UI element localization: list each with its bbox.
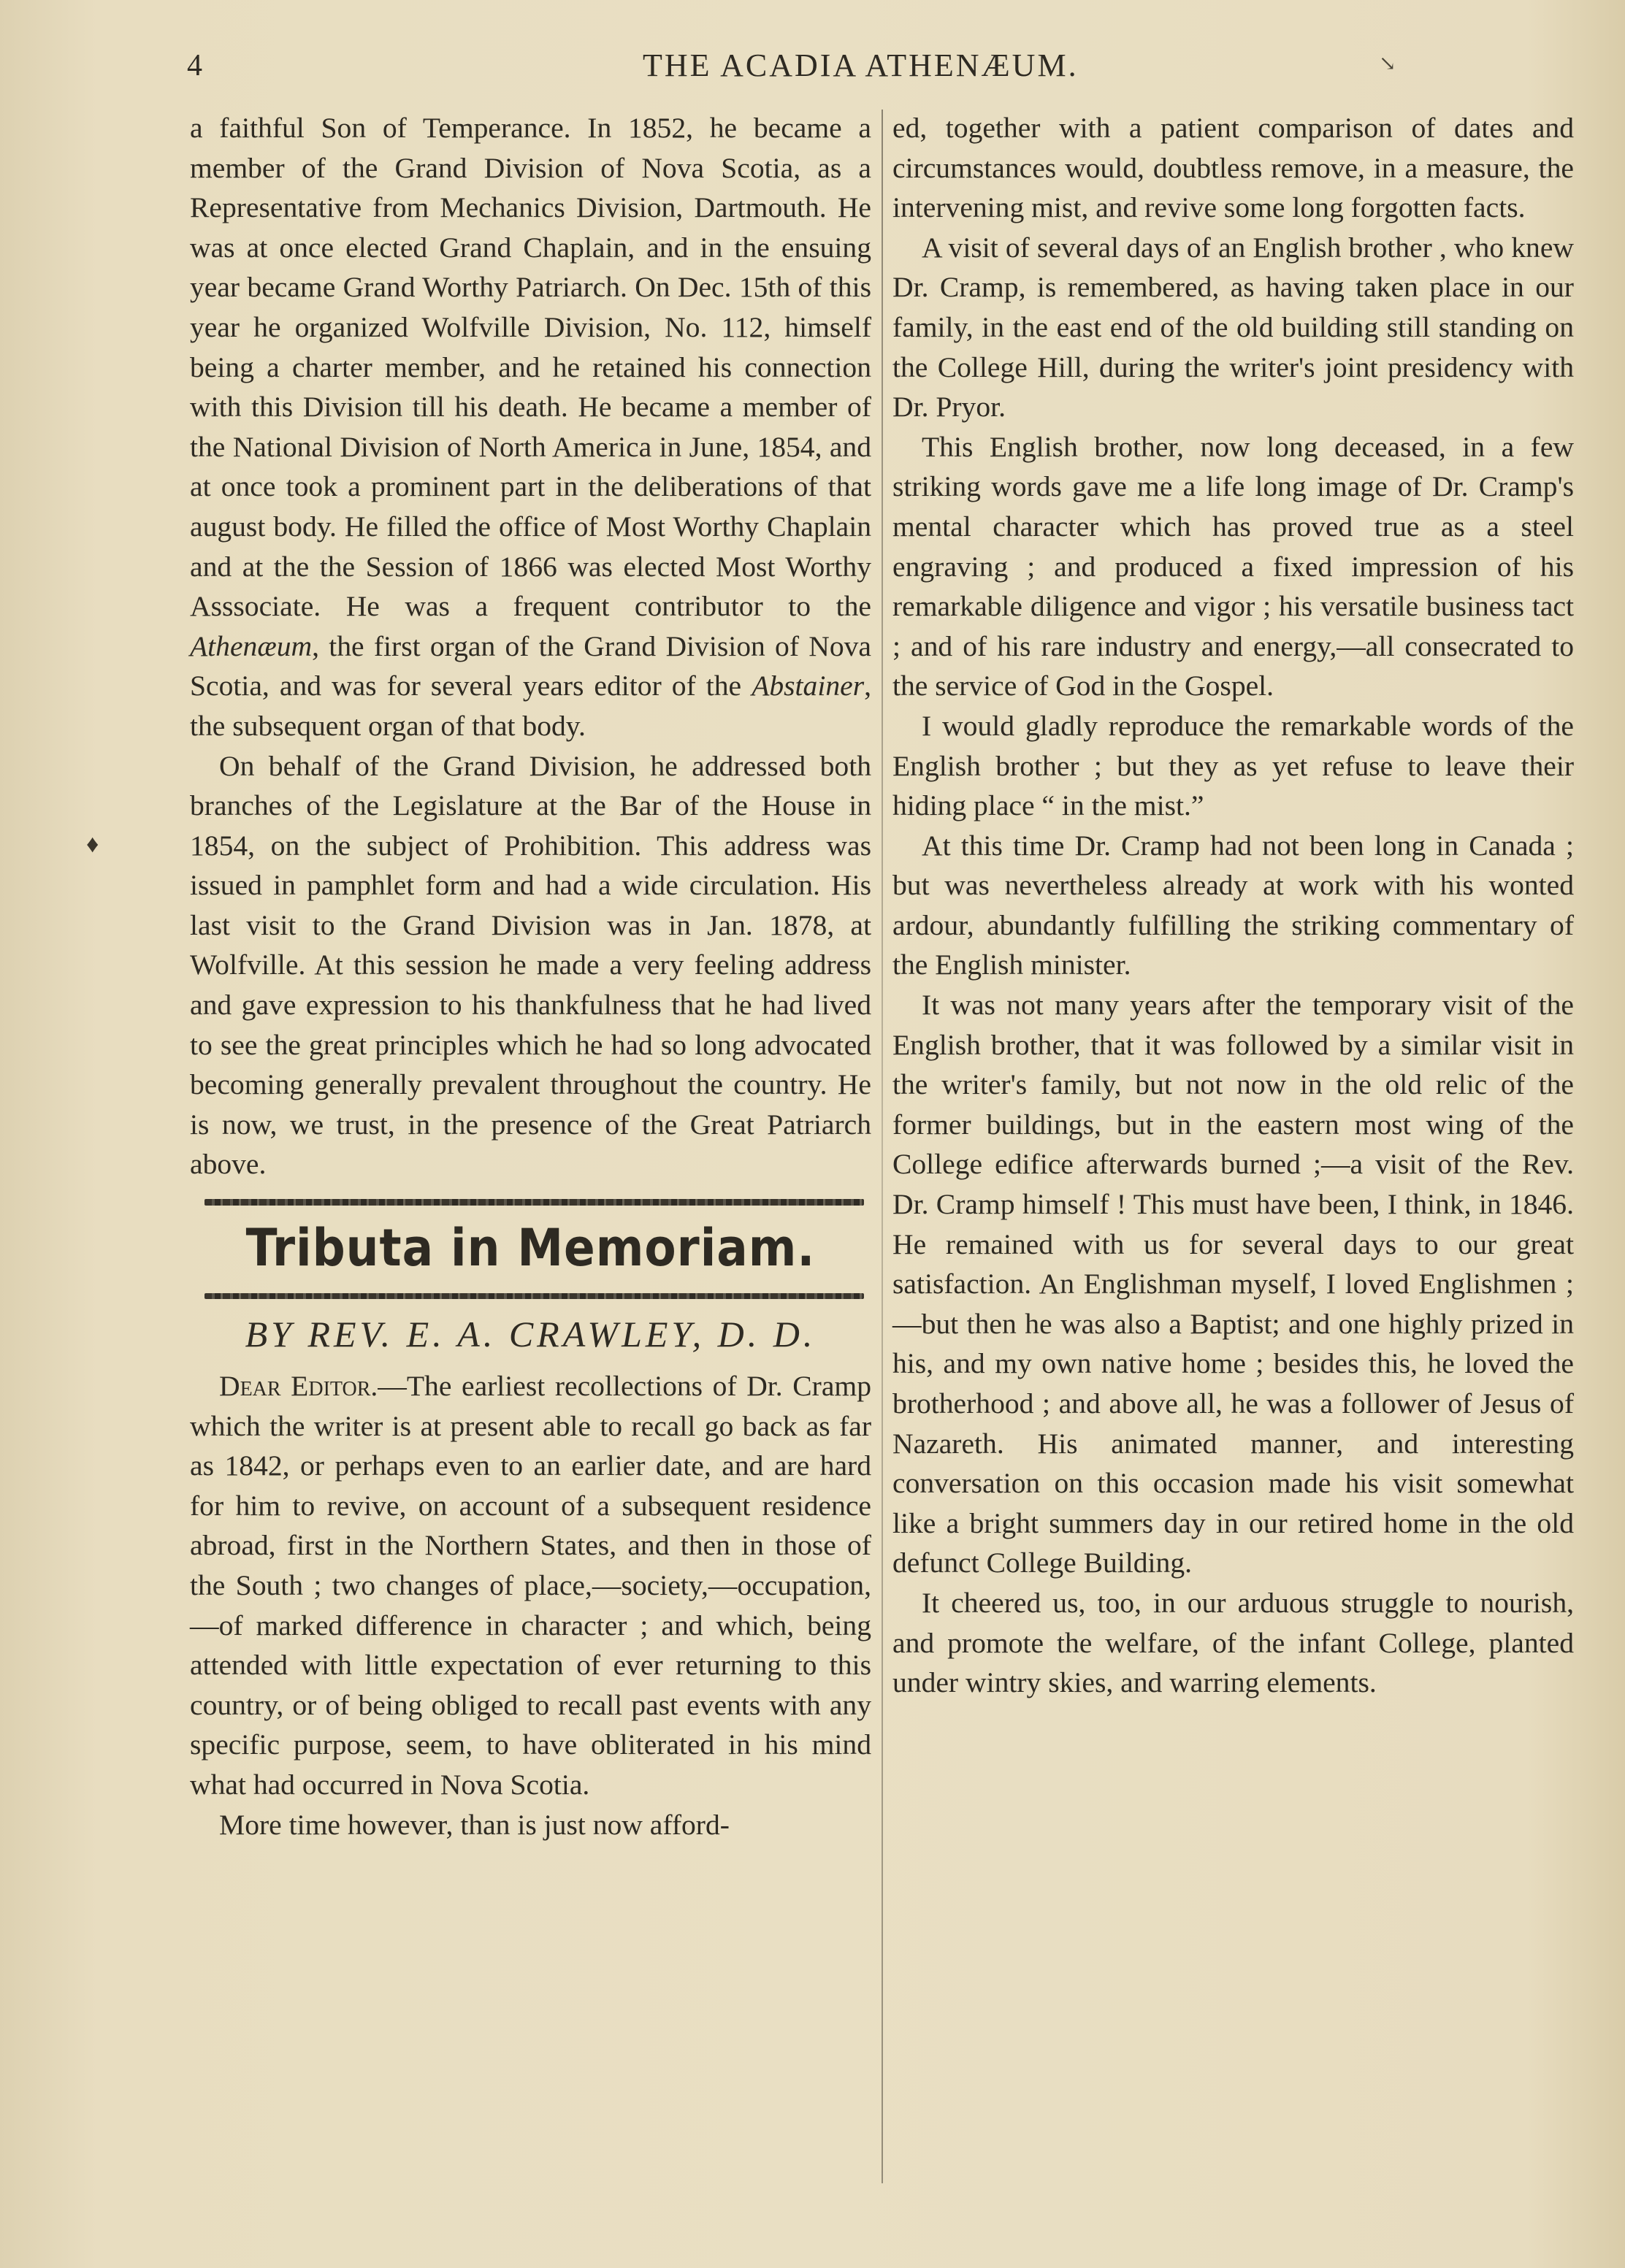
article-byline: BY REV. E. A. CRAWLEY, D. D.	[245, 1314, 817, 1355]
column-divider	[882, 110, 883, 2183]
page-number: 4	[187, 49, 202, 83]
left-paragraph-4: More time however, than is just now afford-	[219, 1808, 730, 1841]
left-column	[190, 108, 871, 1844]
right-paragraph-1: ed, together with a patient comparison of dates and circumstances would, doubtless remove, in a measure, the intervening mist, and revive some long forgotten facts.	[892, 112, 1574, 224]
journal-title: THE ACADIA ATHENÆUM.	[643, 47, 1079, 83]
right-paragraph-2: A visit of several days of an English brother , who knew Dr. Cramp, is remembered, as having taken place in our family, in the east end of the old building still standing on the College Hill, during the writer's joint presidency with Dr. Pryor.	[892, 231, 1574, 424]
left-paragraph-1: a faithful Son of Temperance. In 1852, he became a member of the Grand Division of Nova Scotia, as a Representative from Mechanics Division, Dartmouth. He was at once elected Grand Chaplain, and in the ensuing year became Grand Worthy Patriarch. On Dec. 15th of this year he organized Wolfville Division, No. 112, himself being a charter member, and he retained his connection with this Division till his death. He became a member of the National Division of North America in June, 1854, and at once took a prominent part in the deliberations of that august body. He filled the office of Most Worthy Chaplain and at the the Session of 1866 was elected Most Worthy Asssociate. He was a frequent contributor to the Athenæum, the first organ of the Grand Division of Nova Scotia, and was for several years editor of the Abstainer, the subsequent organ of that body.	[190, 112, 872, 742]
salutation: Dear Editor.—	[219, 1370, 407, 1403]
ink-blot-icon: ♦	[86, 831, 99, 858]
right-paragraph-5: At this time Dr. Cramp had not been long in Canada ; but was nevertheless already at work with his wonted ardour, abundantly fulfilling the striking commentary of the English minister.	[892, 829, 1574, 981]
ornamental-rule-bottom	[204, 1293, 864, 1299]
section-heading: Tributa in Memoriam.	[245, 1218, 816, 1279]
athenaeum-title: Athenæum	[190, 629, 313, 662]
left-paragraph-2: On behalf of the Grand Division, he addressed both branches of the Legislature at the Bar of the House in 1854, on the subject of Prohibition. This address was issued in pamphlet form and had a wide circulation. His last visit to the Grand Division was in Jan. 1878, at Wolfville. At this session he made a very feeling address and gave expression to his thankfulness that he had lived to see the great principles which he had so long advocated becoming generally prevalent throughout the country. He is now, we trust, in the presence of the Great Patriarch above.	[190, 749, 871, 1181]
left-paragraph-1-text: a faithful Son of Temperance. In 1852, he became a member of the Grand Division of Nova Scotia, as a Representative from Mechanics Division, Dartmouth. He was at once elected Grand Chaplain, and in the ensuing year became Grand Worthy Patriarch. On Dec. 15th of this year he organized Wolfville Division, No. 112, himself being a charter member, and he retained his connection with this Division till his death. He became a member of the National Division of North America in June, 1854, and at once took a prominent part in the deliberations of that august body. He filled the office of Most Worthy Chaplain and at the the Session of 1866 was elected Most Worthy Asssociate. He was a frequent contributor to	[190, 112, 871, 623]
right-paragraph-7: It cheered us, too, in our arduous struggle to nourish, and promote the welfare, of the infant College, planted under wintry skies, and warring elements.	[892, 1586, 1574, 1699]
right-paragraph-3: This English brother, now long deceased, in a few striking words gave me a life long image of Dr. Cramp's mental character which has proved true as a steel engraving ; and produced a fixed impression of his remarkable diligence and vigor ; his versatile business tact ; and of his rare industry and energy,—all consecrated to the service of God in the Gospel.	[892, 430, 1574, 702]
abstainer-title: Abstainer	[752, 670, 865, 702]
left-paragraph-3: Dear Editor.—The earliest recollections of Dr. Cramp which the writer is at present able to recall go back as far as 1842, or perhaps even to an earlier date, and are hard for him to revive, on account of a subsequent residence abroad, first in the Northern States, and then in those of the South ; two changes of place,—society,—occupation,—of marked difference in character ; and which, being attended with little expectation of ever returning to this country, or of being obliged to recall past events with any specific purpose, seem, to have obliterated in his mind what had occurred in Nova Scotia.	[190, 1370, 871, 1801]
right-column	[892, 108, 1574, 1703]
right-paragraph-6: It was not many years after the temporary visit of the English brother, that it was followed by a similar visit in the writer's family, but not now in the old relic of the former buildings, but in the eastern most wing of the College edifice afterwards burned ;—a visit of the Rev. Dr. Cramp himself ! This must have been, I think, in 1846. He remained with us for several days to our great satisfaction. An Englishman myself, I loved Englishmen ;—but then he was also a Baptist; and one highly prized in his, and my own native home ; besides this, he loved the brotherhood ; and above all, he was a follower of Jesus of Nazareth. His animated manner, and interesting conversation on this occasion made his visit somewhat like a bright summers day in our retired home in the old defunct College Building.	[892, 989, 1574, 1579]
ornamental-rule-top	[204, 1199, 864, 1206]
stray-mark-icon: ↘	[1379, 53, 1396, 75]
right-paragraph-4: I would gladly reproduce the remarkable words of the English brother ; but they as yet refuse to leave their hiding place “ in the mist.”	[892, 709, 1574, 822]
